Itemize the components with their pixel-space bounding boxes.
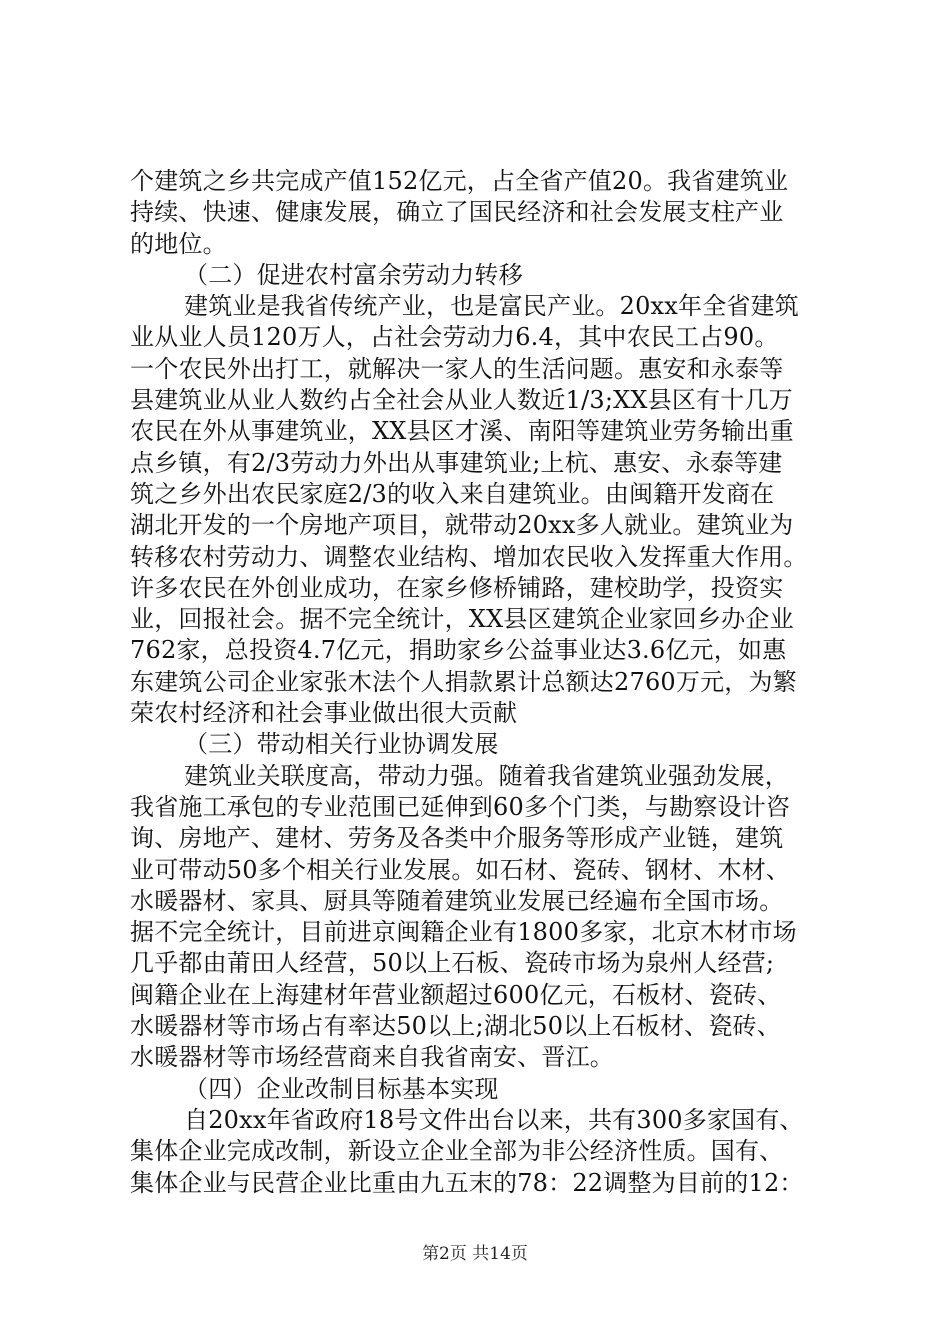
section-heading: （二）促进农村富余劳动力转移	[184, 260, 523, 289]
text-line: 几乎都由莆田人经营，50以上石板、瓷砖市场为泉州人经营;	[130, 949, 775, 978]
text-line: 转移农村劳动力、调整农业结构、增加农民收入发挥重大作用。	[130, 542, 808, 571]
text-line: 水暖器材、家具、厨具等随着建筑业发展已经遍布全国市场。	[130, 886, 784, 915]
paragraph-first-line: 建筑业是我省传统产业，也是富民产业。20xx年全省建筑	[184, 292, 800, 321]
text-line: 东建筑公司企业家张木法个人捐款累计总额达2760万元，为繁	[130, 667, 797, 696]
text-line: 我省施工承包的专业范围已延伸到60多个门类，与勘察设计咨	[130, 792, 791, 821]
text-line: 一个农民外出打工，就解决一家人的生活问题。惠安和永泰等	[130, 354, 784, 383]
text-line: 闽籍企业在上海建材年营业额超过600亿元，石板材、瓷砖、	[130, 980, 782, 1009]
text-line: 762家，总投资4.7亿元，捐助家乡公益事业达3.6亿元，如惠	[130, 636, 787, 665]
text-line: 点乡镇，有2/3劳动力外出从事建筑业;上杭、惠安、永泰等建	[130, 448, 783, 477]
text-line: 个建筑之乡共完成产值152亿元，占全省产值20。我省建筑业	[130, 167, 789, 195]
paragraph-first-line: 自20xx年省政府18号文件出台以来，共有300多家国有、	[184, 1105, 804, 1134]
text-line: 集体企业完成改制，新设立企业全部为非公经济性质。国有、	[130, 1137, 784, 1166]
text-line: 业从业人员120万人，占社会劳动力6.4，其中农民工占90。	[130, 323, 779, 352]
text-line: 集体企业与民营企业比重由九五末的78：22调整为目前的12：	[130, 1168, 804, 1197]
text-line: 水暖器材等市场占有率达50以上;湖北50以上石板材、瓷砖、	[130, 1012, 781, 1041]
document-body	[130, 166, 830, 1199]
text-line: 询、房地产、建材、劳务及各类中介服务等形成产业链，建筑	[130, 824, 784, 853]
paragraph-first-line: 建筑业关联度高，带动力强。随着我省建筑业强劲发展，	[184, 761, 789, 790]
text-line: 许多农民在外创业成功，在家乡修桥铺路，建校助学，投资实	[130, 573, 784, 602]
text-line: 业可带动50多个相关行业发展。如石材、瓷砖、钢材、木材、	[130, 855, 791, 884]
text-line: 湖北开发的一个房地产项目，就带动20xx多人就业。建筑业为	[130, 511, 794, 540]
section-heading: （三）带动相关行业协调发展	[184, 730, 499, 759]
text-line: 据不完全统计，目前进京闽籍企业有1800多家，北京木材市场	[130, 918, 797, 947]
text-line: 荣农村经济和社会事业做出很大贡献	[130, 699, 518, 728]
section-heading: （四）企业改制目标基本实现	[184, 1074, 499, 1103]
text-line: 持续、快速、健康发展，确立了国民经济和社会发展支柱产业	[130, 198, 784, 227]
text-line: 农民在外从事建筑业，XX县区才溪、南阳等建筑业劳务输出重	[130, 417, 794, 446]
page-number-footer: 第2页 共14页	[422, 1244, 528, 1264]
text-line: 业，回报社会。据不完全统计，XX县区建筑企业家回乡办企业	[130, 605, 794, 634]
text-line: 筑之乡外出农民家庭2/3的收入来自建筑业。由闽籍开发商在	[130, 479, 775, 508]
text-line: 的地位。	[130, 229, 227, 258]
text-line: 县建筑业从业人数约占全社会从业人数近1/3;XX县区有十几万	[130, 386, 793, 415]
text-line: 水暖器材等市场经营商来自我省南安、晋江。	[130, 1043, 614, 1072]
